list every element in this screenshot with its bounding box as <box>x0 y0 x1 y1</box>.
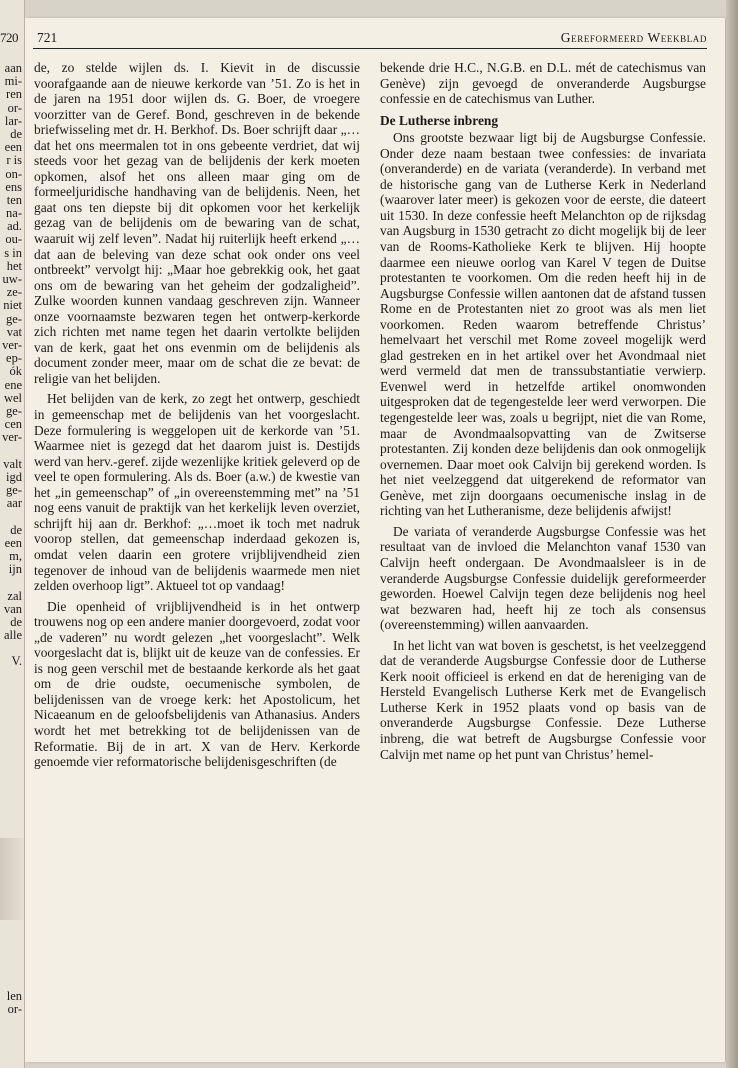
previous-page-fragment: s in <box>4 245 22 260</box>
previous-page-fragment: ver- <box>2 337 22 352</box>
previous-page-fragment: r is <box>6 153 22 168</box>
previous-page-fragment: aan <box>4 61 22 75</box>
previous-page-fragment: ver- <box>2 430 22 445</box>
previous-page-fragment <box>2 510 22 523</box>
previous-page-fragment: ep- <box>6 351 22 366</box>
previous-page-fragment: igd <box>6 469 22 484</box>
previous-page-fragment: cen <box>4 417 22 432</box>
previous-page-fragment: ge- <box>6 483 22 497</box>
previous-page-fragment: wel <box>3 390 22 405</box>
previous-page-fragment: het <box>6 258 22 273</box>
previous-page-fragment: mi- <box>4 74 22 89</box>
paragraph: In het licht van wat boven is geschetst, is het veelzeggend dat de veranderde Augsburgse Confessie door de Lutherse Kerk nooit officieel is erkend en dat de hereniging van de Hersteld Evangelisch Lutherse Kerk met de Evangelisch Lutherse Kerk in 1952 plaats vond op basis van de onveranderde Augsburgse Confessie. Deze Lutherse inbreng, die wat betreft de Augsburgse Confessie voor Calvijn met name op het punt van Christus’ hemel- <box>380 637 706 762</box>
paragraph: Ons grootste bezwaar ligt bij de Augsburgse Confessie. Onder deze naam bestaan twee confessies: de invariata (onveranderde) en de variata (veranderde). In verband met de historische gang van de Lutherse Kerk in Nederland (waarover later meer) is gekozen voor de eerste, die dateert uit 1530. In deze confessie heeft Melanchton op de rijksdag van Augsburg in 1530 getracht zo dicht mogelijk bij de leer van de Rooms-Katholieke Kerk te blijven. Hij hoopte daarmee een nieuwe oorlog van Karel V tegen de Duitse protestanten te voorkomen. Om die reden heeft hij in de Augsburgse Confessie willen aantonen dat de afstand tussen Rome en de Protestanten niet zo groot was als men liet voorkomen. Reden waarom betreffende Christus’ hemelvaart het verschil met Rome zoveel mogelijk werd glad gestreken en in het artikel over het Avondmaal niet werd vermeld dat men de transsubstantiatie verwierp. Evenwel werd in hetzelfde artikel onomwonden uitgesproken dat de tegengestelde leer werd verworpen. Die tegengestelde leer was, zoals u begrijpt, niet die van Rome, maar de Avondmaalsopvatting van de Zwitserse protestanten. Zij konden deze belijdenis dan ook onmogelijk overnemen. Daar moet ook Calvijn bij gerekend worden. Is het niet veelzeggend dat uitgerekend de reformator van Genève, met zijn doorgaans oecumenische inslag in de richting van het Lutheranisme, deze belijdenis afwijst! <box>380 130 706 519</box>
previous-page-fragment: de <box>10 614 22 629</box>
previous-page-fragment: uw- <box>2 272 22 286</box>
previous-page-shadow <box>0 838 24 920</box>
previous-page-fragment: alle <box>3 628 22 643</box>
previous-page-fragment: ene <box>4 377 22 392</box>
previous-page-fragment: ou- <box>5 232 22 247</box>
previous-page-fragment: zal <box>7 588 22 603</box>
section-heading: De Lutherse inbreng <box>380 112 499 128</box>
paragraph: Die openheid of vrijblijvendheid is in het ontwerp trouwens nog op een andere manier doorgevoerd, zodat voor „de vaderen” nu wordt gelezen „het voorgeslacht”. Welk voorgeslacht dat is, blijkt uit de keuze van de confessies. Er is nog geen verschil met de bestaande kerkorde als het gaat om de drie oudste, oecumenische symbolen, de belijdenissen van de vroege kerk: het Apostolicum, het Nicaeanum en de geloofsbelijdenis van Athanasius. Anders wordt het met betrekking tot de belijdenissen van de Reformatie. Bij de in art. X van de Herv. Kerkorde genoemde vier reformatorische belijdenisgeschriften (de <box>34 598 360 770</box>
previous-page-fragment: ren <box>6 87 22 102</box>
paragraph: De variata of veranderde Augsburgse Confessie was het resultaat van de invloed die Melanchton vanaf 1530 van Calvijn heeft ondergaan. De Avondmaalsleer is in de veranderde Augsburgse Confessie duidelijk gereformeerder geworden. Hoewel Calvijn tegen deze belijdenis nog heel wat bezwaren had, heeft hij ze toch als consensus (overeenstemming) willen aanvaarden. <box>380 523 706 633</box>
left-column <box>34 60 360 775</box>
publication-title: Gereformeerd Weekblad <box>560 30 707 45</box>
previous-page-fragment: aar <box>6 496 22 511</box>
page-number: 721 <box>37 30 58 45</box>
previous-page-fragment: or- <box>7 100 22 115</box>
previous-page-fragment: na- <box>6 206 22 221</box>
previous-page-fragment: vat <box>6 324 22 339</box>
previous-page-fragment: ad. <box>7 219 22 234</box>
paragraph: Het belijden van de kerk, zo zegt het ontwerp, geschiedt in gemeenschap met de belijdenis van het voorgeslacht. Deze formulering is weggelopen uit de kerkorde van ’51. Waarmee niet is gezegd dat het daarom juist is. Destijds werd van herv.-geref. zijde wezenlijke kritiek geleverd op de veel te open formulering. Als ds. Boer (a.w.) de kwestie van het „in gemeenschap” of „in overeenstemming met” na ’51 nog eens vanuit de praktijk van het kerkelijk leven overziet, schrijft hij aan dr. Berkhof: „…moet ik toch met nadruk voorop stellen, dat gemeenschap inderdaad gekozen is, omdat velen daarin een grotere vrijblijvendheid zien tegenover de inhoud van de belijdenis waarmede men niet zelden overhoop ligt”. Aktueel tot op vandaag! <box>34 391 360 594</box>
previous-page-fragment: ens <box>5 179 22 194</box>
previous-page-fragment: de <box>10 522 22 537</box>
previous-page-fragment: ge- <box>6 403 22 418</box>
previous-page-fragment: V. <box>11 654 22 669</box>
previous-page-fragment: len <box>6 989 22 1003</box>
previous-page-fragment: on- <box>5 166 22 181</box>
previous-page-fragment: niet <box>3 298 22 313</box>
paragraph: bekende drie H.C., N.G.B. en D.L. mét de catechismus van Genève) zijn gevoegd de onveranderde Augsburgse confessie en de catechismus van Luther. <box>380 60 706 107</box>
previous-page-fragment: ók <box>9 364 22 379</box>
previous-page-fragment: valt <box>3 456 22 471</box>
previous-page-fragment: lar- <box>4 113 22 128</box>
previous-page-fragment: ten <box>6 192 22 207</box>
running-header <box>33 28 707 49</box>
previous-page-fragment: ge- <box>6 311 22 326</box>
previous-page-number: 720 <box>0 30 18 45</box>
right-column <box>380 60 706 767</box>
previous-page-fragment: m, <box>9 548 22 563</box>
previous-page-fragment: or- <box>7 1002 22 1017</box>
page-edge-shadow <box>726 0 738 1068</box>
previous-page-bottom-fragments <box>7 990 22 1016</box>
previous-page-fragment: de <box>10 126 22 141</box>
previous-page-fragment: van <box>3 601 22 616</box>
previous-page-fragment: ze- <box>6 285 22 300</box>
previous-page-fragment: een <box>4 140 22 155</box>
previous-page-text-fragments <box>2 62 22 669</box>
paragraph: de, zo stelde wijlen ds. I. Kievit in de discussie voorafgaande aan de nieuwe kerkorde van ’51. Zo is het in de jaren na 1951 door wijlen ds. G. Boer, de vroegere voorzitter van de Geref. Bond, geschreven in de bekende briefwisseling met dr. H. Berkhof. Ds. Boer schrijft daar „…dat het ons meermalen tot in ons gebeente verdriet, dat wij steeds voor het gezag van de belijdenis der kerk moeten opkomen, alsof het ons alleen maar ging om de formeeljuridische handhaving van de belijdenis. Neen, het gaat ons ten diepste bij dit opkomen voor het kerkelijk gezag van de belijdenis om de bewaring van de schat, waaruit wij zelf leven”. Nadat hij ruiterlijk heeft erkend „…dat aan de beleving van deze schat ook onder ons veel ontbreekt” vervolgt hij: „Maar hoe gebrekkig ook, het gaat ons om de bewaring van het geheim der godzaligheid”. Zulke woorden kunnen vandaag geschreven zijn. Wanneer onze voornaamste bezwaren tegen het ontwerp-kerkorde zich richten met name tegen het daarin vertolkte belijden van de kerk, gaat het ons evenmin om de belijdenis als document zonder meer, maar om de schat die ze bevat: de religie van het belijden. <box>34 60 360 386</box>
magazine-page <box>25 18 725 1062</box>
previous-page-fragment: ijn <box>8 562 22 577</box>
previous-page-fragment <box>2 444 22 457</box>
previous-page-fragment: een <box>4 535 22 550</box>
previous-page-fragment <box>2 576 22 589</box>
previous-page-edge <box>0 0 25 1068</box>
